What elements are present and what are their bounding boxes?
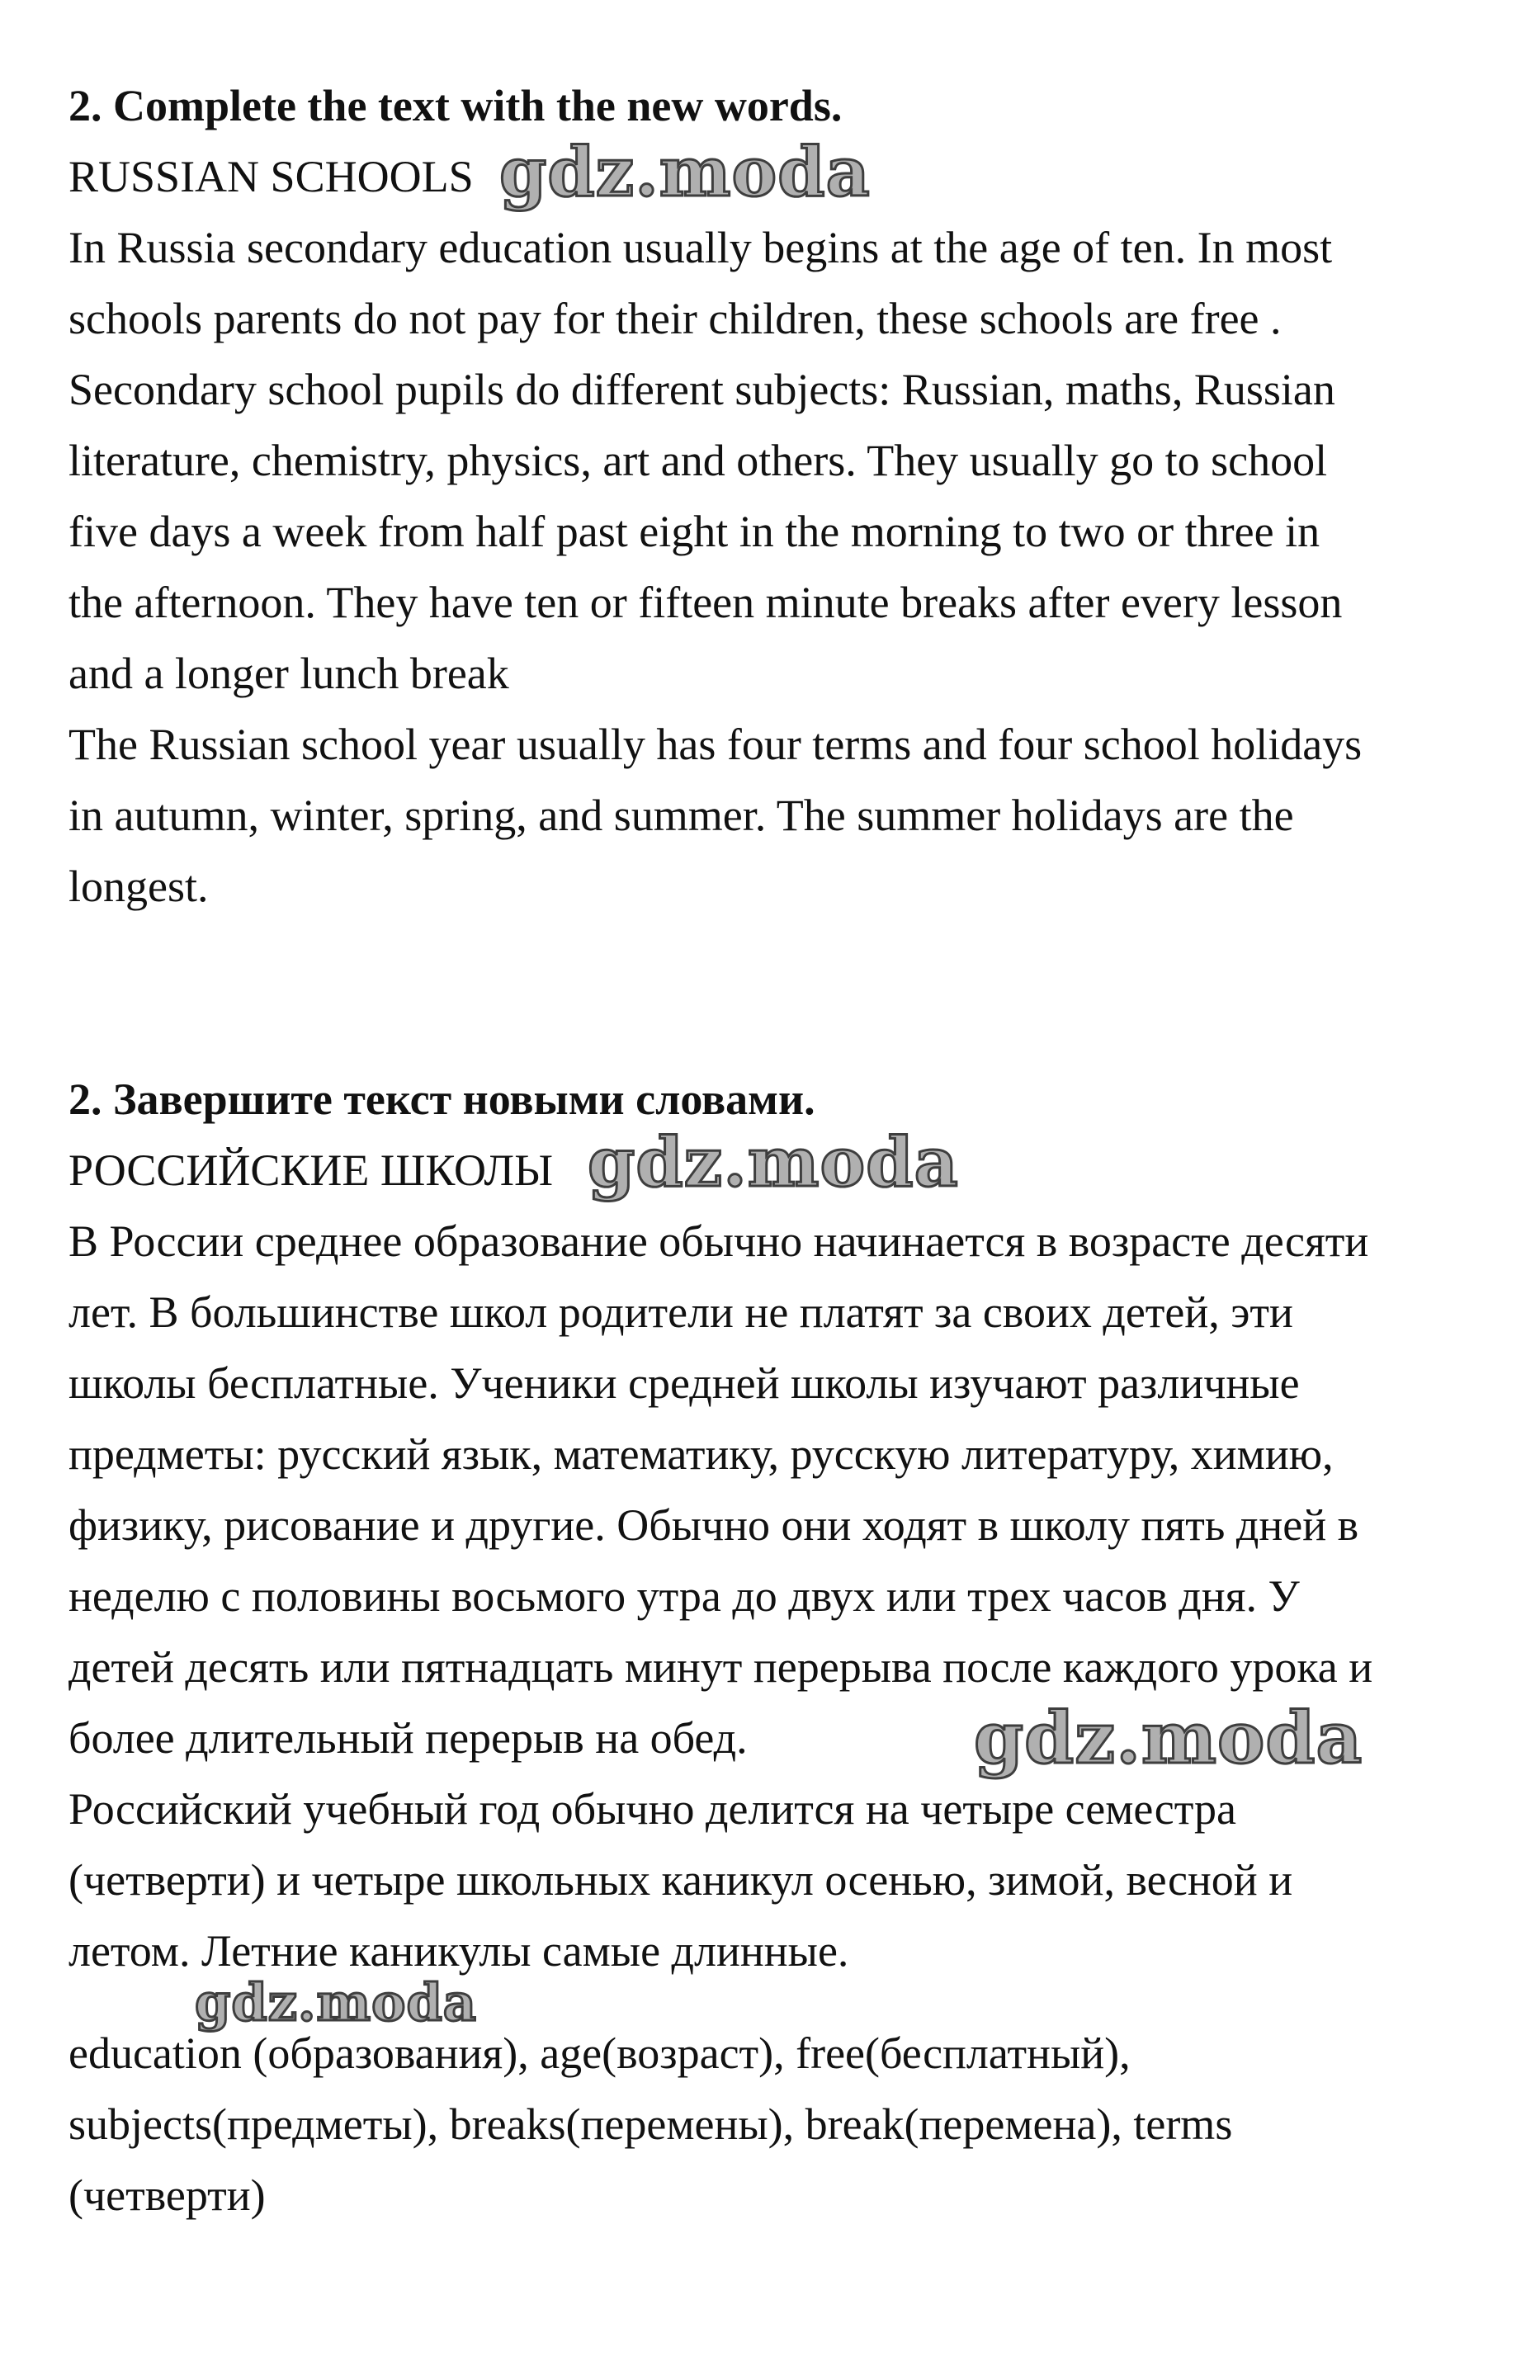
english-text-line: five days a week from half past eight in the morning to two or three in [68, 507, 1320, 556]
russian-title: РОССИЙСКИЕ ШКОЛЫ [68, 1145, 554, 1195]
russian-text-line: неделю с половины восьмого утра до двух или трех часов дня. У [68, 1571, 1300, 1621]
vocabulary-line: subjects(предметы), breaks(перемены), break(перемена), terms [68, 2099, 1233, 2149]
watermark-logo: gdz.moda [588, 1123, 959, 1202]
english-text-line: the afternoon. They have ten or fifteen minute breaks after every lesson [68, 578, 1343, 627]
russian-text-line: предметы: русский язык, математику, русскую литературу, химию, [68, 1429, 1334, 1479]
russian-text-line: (четверти) и четыре школьных каникул осенью, зимой, весной и [68, 1855, 1293, 1905]
english-text-line: The Russian school year usually has four terms and four school holidays [68, 720, 1363, 769]
english-heading: 2. Complete the text with the new words. [68, 81, 843, 130]
russian-heading: 2. Завершите текст новыми словами. [68, 1074, 815, 1124]
russian-text-line: более длительный перерыв на обед. [68, 1713, 748, 1763]
vocabulary-line: (четверти) [68, 2170, 266, 2220]
russian-text-line: физику, рисование и другие. Обычно они ходят в школу пять дней в [68, 1500, 1359, 1550]
watermark-logo: gdz.moda [499, 133, 871, 212]
russian-text-line: детей десять или пятнадцать минут перерыва после каждого урока и [68, 1642, 1373, 1692]
english-text-line: Secondary school pupils do different subjects: Russian, maths, Russian [68, 365, 1335, 414]
english-text-line: and a longer lunch break [68, 649, 509, 698]
russian-text-line: лет. В большинстве школ родители не платят за своих детей, эти [68, 1287, 1293, 1337]
english-title: RUSSIAN SCHOOLS [68, 152, 474, 201]
russian-text-line: Российский учебный год обычно делится на четыре семестра [68, 1784, 1236, 1834]
english-text-line: In Russia secondary education usually begins at the age of ten. In most [68, 223, 1333, 272]
vocabulary-line: education (образования), age(возраст), free(бесплатный), [68, 2028, 1131, 2078]
english-text-line: literature, chemistry, physics, art and others. They usually go to school [68, 436, 1328, 485]
watermark-logo: gdz.moda [974, 1697, 1363, 1780]
english-text-line: schools parents do not pay for their children, these schools are free . [68, 294, 1282, 343]
russian-text-line: школы бесплатные. Ученики средней школы изучают различные [68, 1358, 1300, 1408]
watermark-logo: gdz.moda [195, 1972, 477, 2033]
english-text-line: longest. [68, 862, 209, 911]
russian-text-line: В России среднее образование обычно начинается в возрасте десяти [68, 1216, 1369, 1266]
english-text-line: in autumn, winter, spring, and summer. The summer holidays are the [68, 791, 1294, 840]
russian-text-line: летом. Летние каникулы самые длинные. [68, 1926, 849, 1976]
